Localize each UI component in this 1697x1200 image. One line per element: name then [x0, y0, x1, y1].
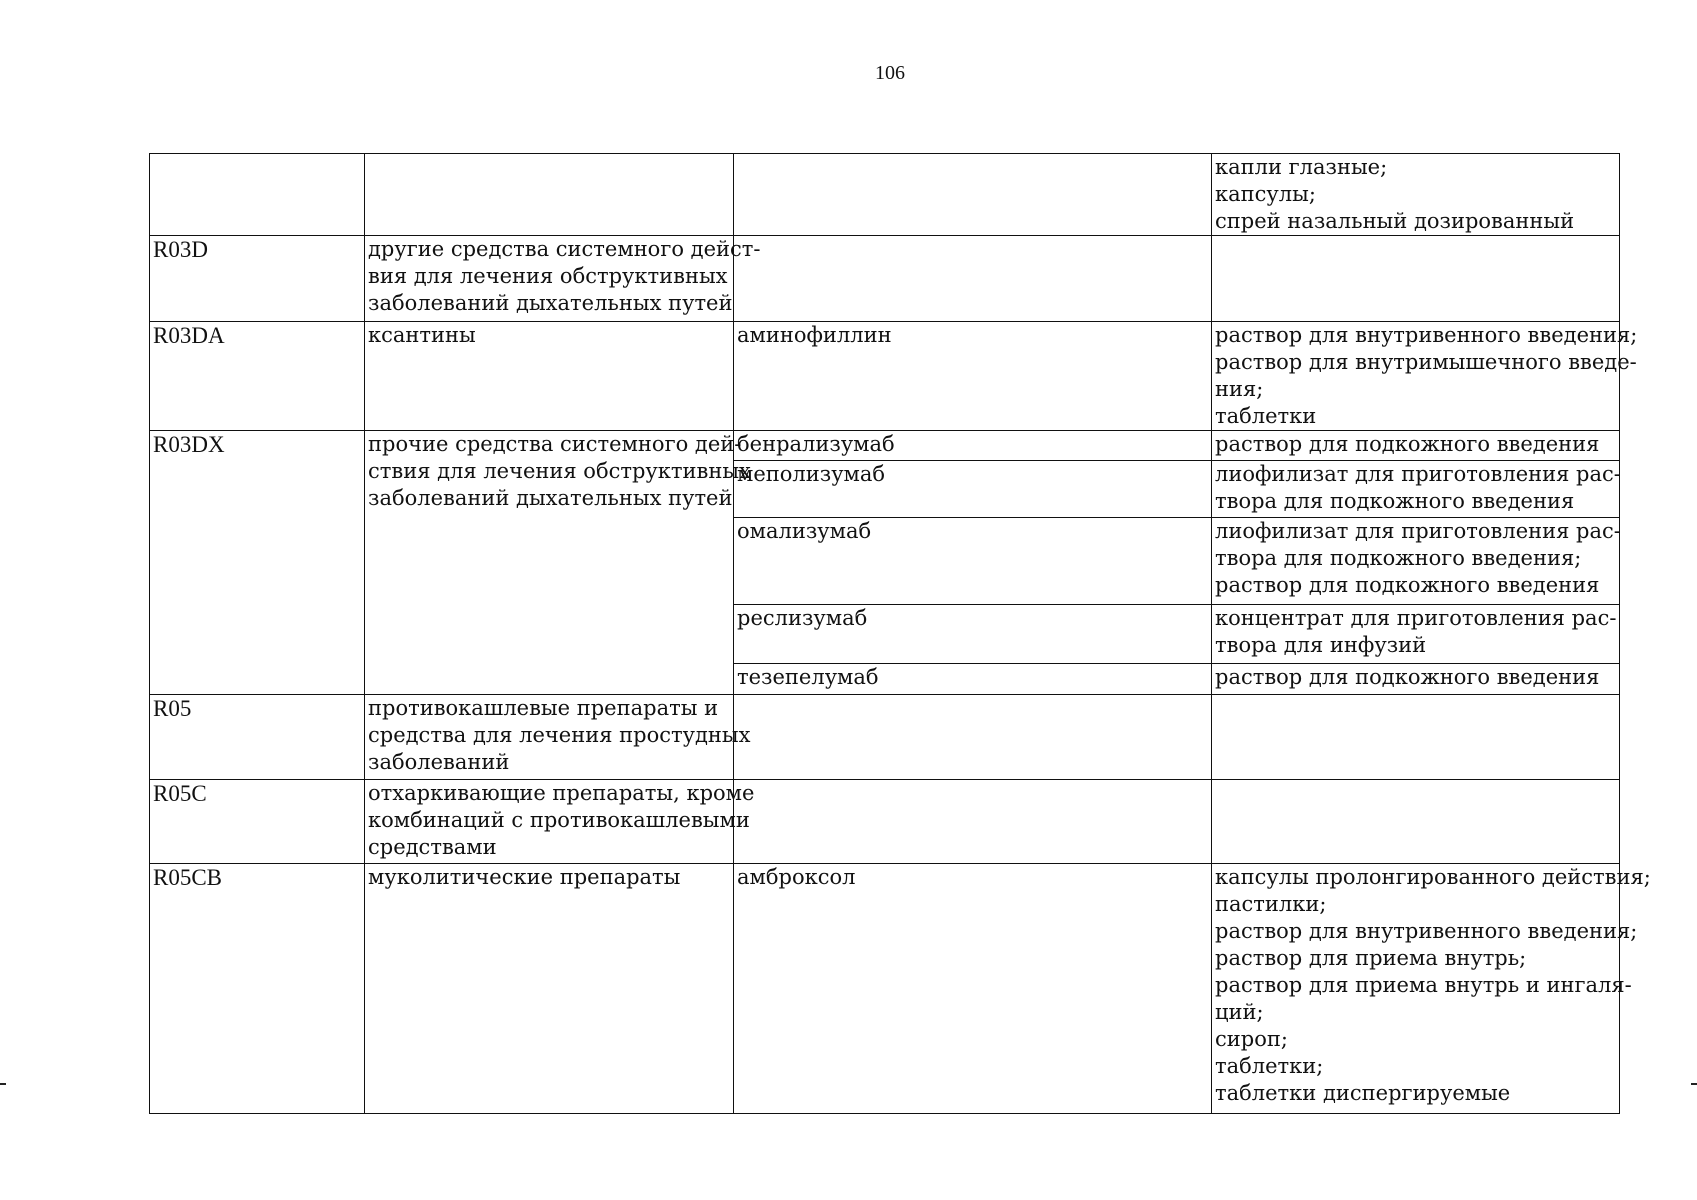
drug-cell [734, 664, 1212, 695]
atc-code-cell: R03DA [150, 322, 365, 431]
drug-name: амброксол [737, 865, 856, 889]
group-cell [365, 154, 734, 236]
form-line: капсулы пролонгированного действия; [1215, 865, 1651, 889]
group-line: вия для лечения обструктивных [368, 264, 728, 288]
form-line: твора для инфузий [1215, 633, 1427, 657]
atc-code-cell: R03D [150, 236, 365, 322]
group-line: ксантины [368, 323, 476, 347]
form-line: капли глазные; [1215, 155, 1388, 179]
drug-cell [734, 431, 1212, 461]
form-line: лиофилизат для приготовления рас- [1215, 519, 1621, 543]
group-line: другие средства системного дейст- [368, 237, 761, 261]
forms-cell [1212, 518, 1620, 605]
form-line: раствор для подкожного введения [1215, 665, 1600, 689]
form-line: ций; [1215, 1000, 1264, 1024]
drug-table [149, 153, 1651, 1114]
form-line: концентрат для приготовления рас- [1215, 606, 1617, 630]
drug-cell [734, 461, 1212, 518]
drug-cell [734, 518, 1212, 605]
table-row [150, 236, 1620, 322]
group-line: средства для лечения простудных [368, 723, 751, 747]
forms-cell [1212, 431, 1620, 461]
table-row [150, 322, 1620, 431]
group-line: заболеваний [368, 750, 510, 774]
drug-cell [734, 236, 1212, 322]
forms-cell [1212, 322, 1638, 431]
group-line: противокашлевые препараты и [368, 696, 719, 720]
form-line: раствор для внутримышечного введе- [1215, 350, 1637, 374]
atc-code-cell: R05CB [150, 864, 365, 1114]
table-row [150, 695, 1620, 780]
drug-cell [734, 605, 1212, 664]
atc-code-cell: R03DX [150, 431, 365, 695]
drug-cell [734, 864, 1212, 1114]
page-number: 106 [875, 62, 905, 84]
group-line: муколитические препараты [368, 865, 681, 889]
group-line: прочие средства системного дей- [368, 432, 742, 456]
form-line: ния; [1215, 377, 1264, 401]
drug-name: реслизумаб [737, 606, 868, 630]
forms-cell [1212, 605, 1620, 664]
drug-cell [734, 695, 1212, 780]
form-line: раствор для приема внутрь и ингаля- [1215, 973, 1632, 997]
group-cell [365, 236, 761, 322]
form-line: раствор для приема внутрь; [1215, 946, 1527, 970]
drug-name: тезепелумаб [737, 665, 879, 689]
group-line: заболеваний дыхательных путей [368, 486, 733, 510]
table-row [150, 154, 1620, 236]
table-row [150, 431, 1620, 461]
drug-cell [734, 154, 1212, 236]
drug-name: аминофиллин [737, 323, 892, 347]
form-line: раствор для подкожного введения [1215, 432, 1600, 456]
form-line: твора для подкожного введения [1215, 489, 1575, 513]
drug-name: бенрализумаб [737, 432, 895, 456]
group-cell [365, 864, 734, 1114]
group-line: средствами [368, 835, 497, 859]
forms-cell [1212, 664, 1620, 695]
form-line: таблетки; [1215, 1054, 1324, 1078]
form-line: спрей назальный дозированный [1215, 209, 1575, 233]
scan-edge-mark [1691, 1083, 1697, 1085]
forms-cell [1212, 154, 1620, 236]
forms-cell [1212, 864, 1651, 1114]
forms-cell [1212, 236, 1620, 322]
table-row [150, 780, 1620, 864]
group-cell [365, 780, 755, 864]
form-line: лиофилизат для приготовления рас- [1215, 462, 1621, 486]
drug-name: омализумаб [737, 519, 872, 543]
group-line: ствия для лечения обструктивных [368, 459, 751, 483]
form-line: капсулы; [1215, 182, 1316, 206]
forms-cell [1212, 695, 1620, 780]
drug-name: меполизумаб [737, 462, 886, 486]
scan-edge-mark [0, 1083, 6, 1085]
form-line: пастилки; [1215, 892, 1327, 916]
group-cell [365, 431, 751, 695]
atc-code-cell: R05 [150, 695, 365, 780]
form-line: сироп; [1215, 1027, 1288, 1051]
drug-cell [734, 780, 1212, 864]
atc-code-cell [150, 154, 365, 236]
form-line: раствор для внутривенного введения; [1215, 919, 1638, 943]
group-cell [365, 322, 734, 431]
form-line: раствор для внутривенного введения; [1215, 323, 1638, 347]
form-line: таблетки [1215, 404, 1317, 428]
drug-cell [734, 322, 1212, 431]
group-line: отхаркивающие препараты, кроме [368, 781, 755, 805]
group-line: комбинаций с противокашлевыми [368, 808, 750, 832]
forms-cell [1212, 461, 1620, 518]
forms-cell [1212, 780, 1620, 864]
form-line: таблетки диспергируемые [1215, 1081, 1511, 1105]
group-cell [365, 695, 751, 780]
group-line: заболеваний дыхательных путей [368, 291, 733, 315]
table-row [150, 864, 1620, 1114]
form-line: твора для подкожного введения; [1215, 546, 1582, 570]
form-line: раствор для подкожного введения [1215, 573, 1600, 597]
atc-code-cell: R05C [150, 780, 365, 864]
